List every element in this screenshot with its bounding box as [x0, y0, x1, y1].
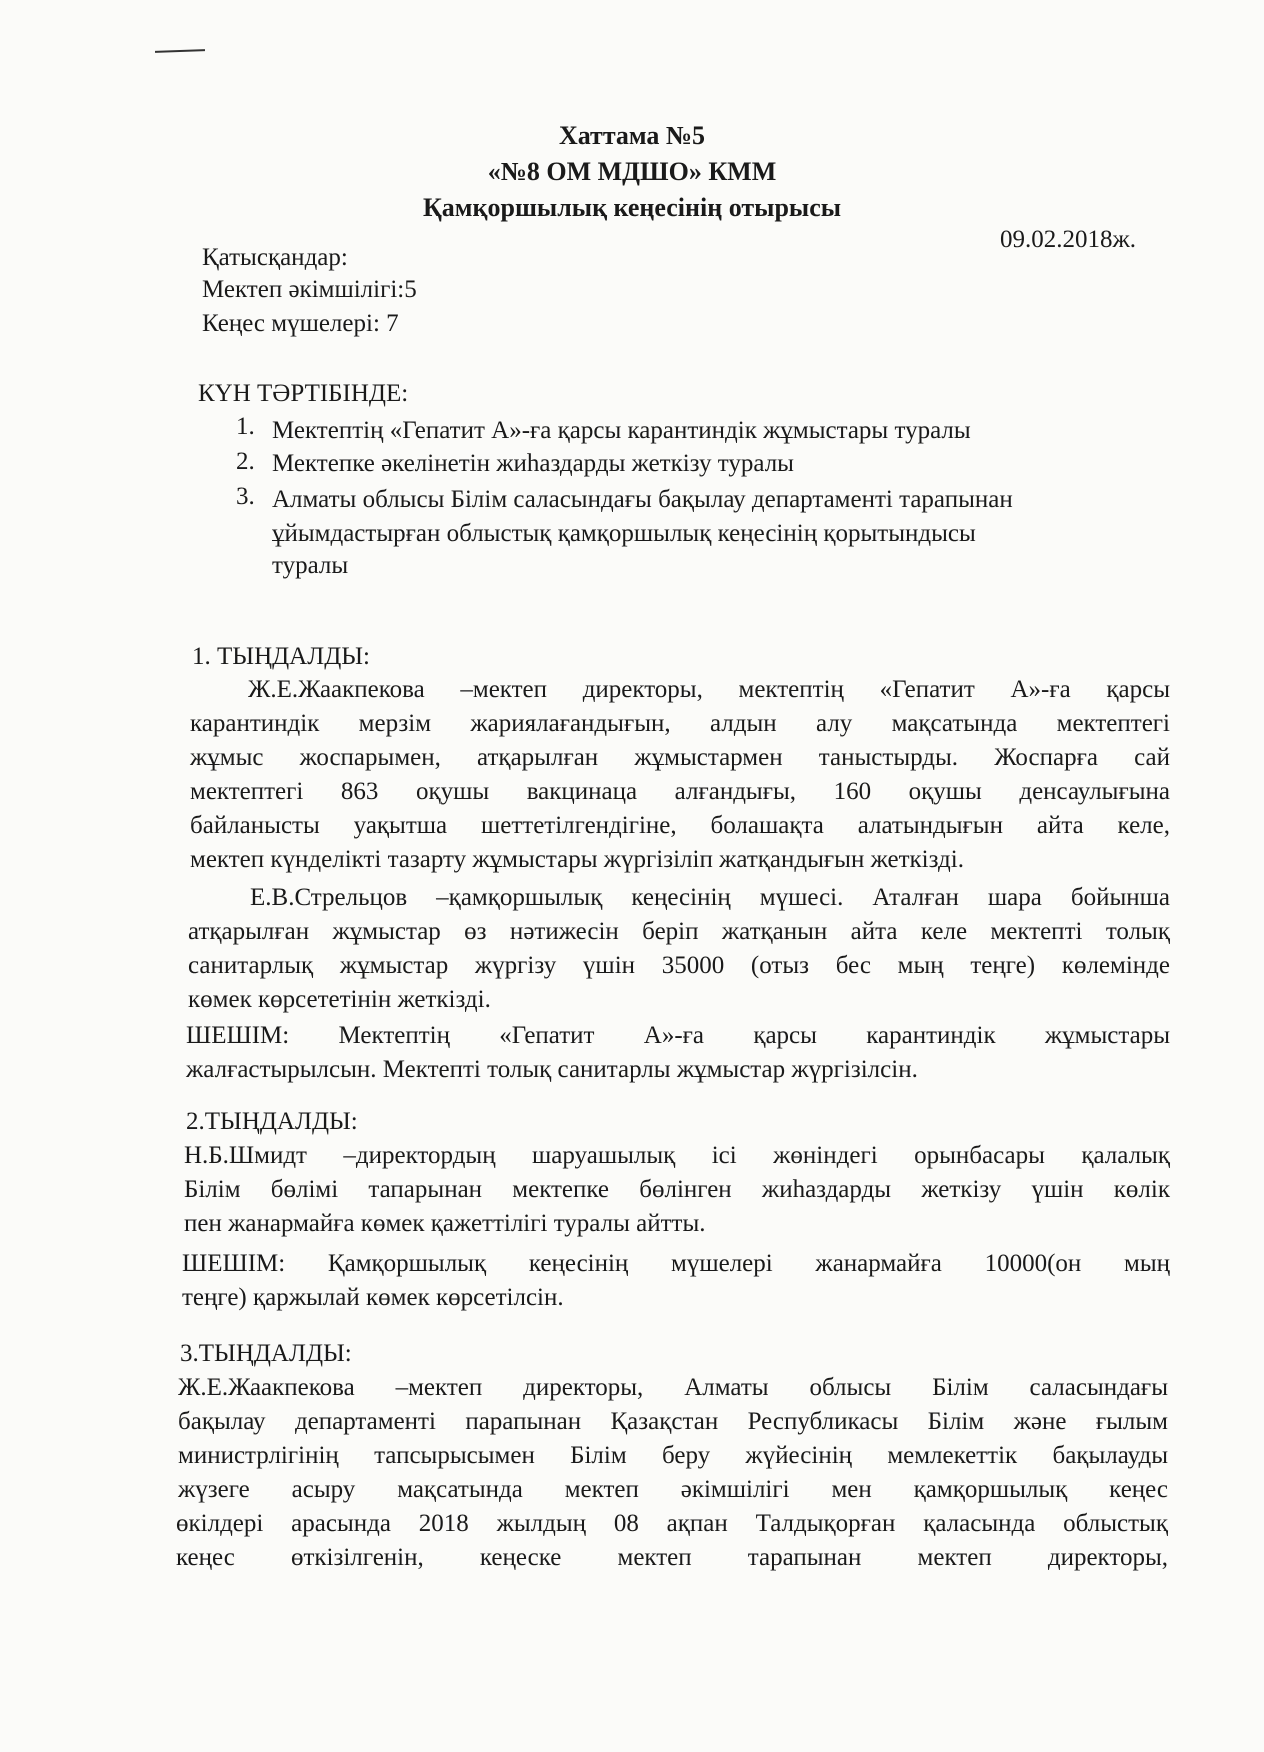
agenda-item-text: Мектептің «Гепатит А»-ға қарсы карантиндік жұмыстары туралы	[272, 417, 971, 444]
section-line: министрлігінің тапсырысымен Білім беру жүйесінің мемлекеттік бақылауды	[178, 1442, 1168, 1469]
section-line: өкілдері арасында 2018 жылдың 08 ақпан Талдықорған қаласында облыстық	[176, 1510, 1168, 1537]
meeting-date: 09.02.2018ж.	[1000, 226, 1137, 253]
section-line: атқарылған жұмыстар өз нәтижесін беріп жатқанын айта келе мектепті толық	[188, 918, 1170, 945]
section-line: Білім бөлімі тапарынан мектепке бөлінген жиһаздарды жеткізу үшін көлік	[184, 1176, 1170, 1203]
document-title: Хаттама №5	[558, 121, 706, 150]
meeting-subtitle: Қамқоршылық кеңесінің отырысы	[422, 193, 842, 222]
decision-line: ШЕШІМ: Мектептің «Гепатит А»-ға қарсы карантиндік жұмыстары	[186, 1022, 1170, 1049]
section-line: жүзеге асыру мақсатында мектеп әкімшілігі мен қамқоршылық кеңес	[178, 1476, 1168, 1503]
section-line: Н.Б.Шмидт –директордың шаруашылық ісі жөніндегі орынбасары қалалық	[184, 1142, 1170, 1169]
title-block	[0, 118, 1264, 226]
agenda-item-text: Алматы облысы Білім саласындағы бақылау департаменті тарапынан	[272, 486, 1013, 513]
decision-line: теңге) қаржылай көмек көрсетілсін.	[182, 1284, 564, 1311]
agenda-item-number: 2.	[236, 448, 255, 475]
decision-line: ШЕШІМ: Қамқоршылық кеңесінің мүшелері жанармайға 10000(он мың	[182, 1250, 1170, 1277]
section-line: байланысты уақытша шеттетілгендігіне, болашақта алатындығын айта келе,	[190, 812, 1170, 839]
section-line: жұмыс жоспарымен, атқарылған жұмыстармен таныстырды. Жоспарға сай	[190, 744, 1170, 771]
section-line: пен жанармайға көмек қажеттілігі туралы айтты.	[184, 1210, 706, 1237]
decision-line: жалғастырылсын. Мектепті толық санитарлы жұмыстар жүргізілсін.	[186, 1056, 918, 1083]
section-line: мектептегі 863 оқушы вакцинаца алғандығы, 160 оқушы денсаулығына	[190, 778, 1170, 805]
pen-mark	[155, 49, 205, 53]
section-heading: 2.ТЫҢДАЛДЫ:	[186, 1108, 358, 1135]
agenda-item-number: 1.	[236, 413, 255, 440]
organization-name: «№8 ОМ МДШО» КММ	[487, 157, 777, 186]
agenda-item-number: 3.	[236, 483, 255, 510]
section-line: санитарлық жұмыстар жүргізу үшін 35000 (отыз бес мың теңге) көлемінде	[188, 952, 1170, 979]
attendance-admin: Мектеп әкімшілігі:5	[202, 276, 417, 303]
section-line: Ж.Е.Жаакпекова –мектеп директоры, Алматы облысы Білім саласындағы	[178, 1374, 1168, 1401]
section-line: бақылау департаменті парапынан Қазақстан Республикасы Білім және ғылым	[178, 1408, 1168, 1435]
attendance-heading: Қатысқандар:	[202, 244, 348, 271]
section-line: Ж.Е.Жаакпекова –мектеп директоры, мектептің «Гепатит А»-ға қарсы	[248, 676, 1170, 703]
agenda-heading: КҮН ТӘРТІБІНДЕ:	[198, 380, 409, 407]
section-line: кеңес өткізілгенін, кеңеске мектеп тарапынан мектеп директоры,	[176, 1544, 1168, 1571]
section-heading: 3.ТЫҢДАЛДЫ:	[180, 1340, 352, 1367]
section-line: көмек көрсететінін жеткізді.	[188, 986, 491, 1013]
agenda-item-text: Мектепке әкелінетін жиһаздарды жеткізу туралы	[272, 450, 794, 477]
section-line: карантиндік мерзім жариялағандығын, алдын алу мақсатында мектептегі	[190, 710, 1170, 737]
attendance-members: Кеңес мүшелері: 7	[202, 310, 399, 337]
section-line: мектеп күнделікті тазарту жұмыстары жүргізіліп жатқандығын жеткізді.	[190, 846, 964, 873]
section-line: Е.В.Стрельцов –қамқоршылық кеңесінің мүшесі. Аталған шара бойынша	[250, 884, 1170, 911]
agenda-item-text: ұйымдастырған облыстық қамқоршылық кеңесінің қорытындысы	[272, 520, 976, 547]
agenda-item-text: туралы	[272, 552, 349, 579]
section-heading: 1. ТЫҢДАЛДЫ:	[192, 643, 370, 670]
